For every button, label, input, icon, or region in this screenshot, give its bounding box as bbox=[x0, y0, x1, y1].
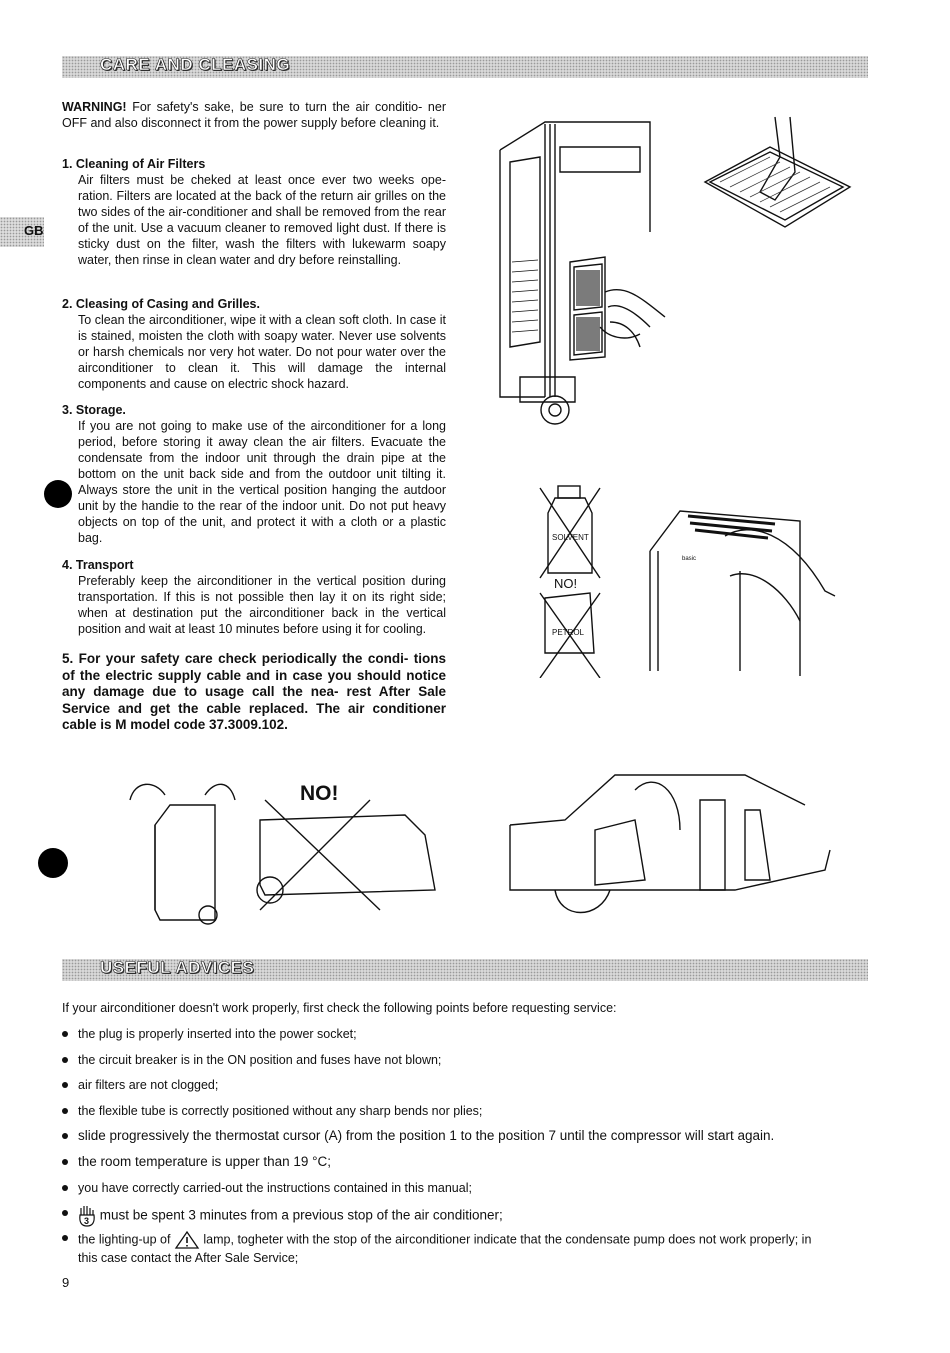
section-body: To clean the airconditioner, wipe it with a clean soft cloth. In case it is stained, moisten the cloth with soapy water. Never use solvents or harsh chemicals nor very hot water. Do not pour water over the airconditioner to clean it. This will damage the internal components and cause on electric shock hazard. bbox=[78, 313, 446, 391]
useful-heading: USEFUL ADVICES bbox=[100, 958, 255, 977]
margin-dot bbox=[38, 848, 68, 878]
bullet-icon bbox=[62, 1210, 68, 1216]
solvent-label: SOLVENT bbox=[552, 533, 589, 542]
warning-paragraph bbox=[62, 99, 446, 131]
lamp-text-a: the lighting-up of bbox=[78, 1232, 171, 1247]
brand-label: basic bbox=[682, 556, 697, 562]
care-heading-banner bbox=[62, 56, 868, 78]
bullet-icon bbox=[62, 1133, 68, 1139]
transport-position-illustration bbox=[115, 770, 445, 930]
timer-text: must be spent 3 minutes from a previous stop of the air conditioner; bbox=[99, 1207, 503, 1223]
useful-intro: If your airconditioner doesn't work properly, first check the following points before requesting service: bbox=[62, 1001, 617, 1015]
section-transport bbox=[62, 557, 446, 637]
no-solvent-illustration bbox=[530, 478, 610, 678]
section-title: 2. Cleasing of Casing and Grilles. bbox=[62, 297, 260, 311]
page-number: 9 bbox=[62, 1275, 70, 1290]
car-transport-illustration bbox=[505, 770, 845, 930]
care-heading: CARE AND CLEASING bbox=[100, 55, 291, 74]
vacuum-filter-illustration bbox=[700, 112, 860, 237]
list-item: the flexible tube is correctly positioned without any sharp bends nor plies; bbox=[62, 1103, 832, 1119]
section-title: 1. Cleaning of Air Filters bbox=[62, 157, 206, 171]
section-cable-check: 5. For your safety care check periodically the condi- tions of the electric supply cable and in case you should notice any damage due to usage call the nea- rest After Sale Service and get the cable replaced. The air conditioner cable is M model code 37.3009.102. bbox=[62, 651, 446, 732]
warning-lamp-icon bbox=[174, 1230, 200, 1250]
section-title: 4. Transport bbox=[62, 558, 134, 572]
section-title: 3. Storage. bbox=[62, 403, 126, 417]
bullet-icon bbox=[62, 1082, 68, 1088]
timer-number: 3 bbox=[84, 1216, 90, 1226]
language-tab bbox=[0, 217, 44, 247]
list-item-lamp bbox=[62, 1230, 832, 1266]
section-filters bbox=[62, 156, 446, 268]
list-item-timer bbox=[62, 1205, 832, 1227]
section-storage bbox=[62, 402, 446, 546]
section-body: Air filters must be cheked at least once ever two weeks ope- ration. Filters are located at the back of the return air grilles on the two sides of the air-conditioner and shall be removed from the rear of the unit. Use a vacuum cleaner to removed light dust. If there is sticky dust on the filter, wash the filters with lukewarm soapy water, then rinse in clean water and dry before reinstalling. bbox=[78, 173, 446, 267]
lamp-text-b: lamp, togheter with the stop of the airconditioner indicate that the condensate pump does not work properly; in this case contact the After Sale Service; bbox=[78, 1232, 812, 1265]
bullet-icon bbox=[62, 1235, 68, 1241]
bullet-icon bbox=[62, 1185, 68, 1191]
no-label: NO! bbox=[554, 576, 578, 591]
list-item: slide progressively the thermostat cursor (A) from the position 1 to the position 7 until the compressor will start again. bbox=[62, 1128, 832, 1144]
bullet-icon bbox=[62, 1108, 68, 1114]
bullet-icon bbox=[62, 1057, 68, 1063]
warning-label: WARNING! bbox=[62, 100, 127, 114]
hand-timer-icon bbox=[78, 1205, 96, 1227]
filter-removal-illustration bbox=[490, 112, 690, 434]
list-item: the room temperature is upper than 19 °C; bbox=[62, 1154, 832, 1170]
no-label: NO! bbox=[300, 782, 339, 805]
section-body: Preferably keep the airconditioner in the vertical position during transportation. If this is not possible then lay it on its right side; when at destination put the airconditioner back in the vertical position and wait at least 10 minutes before using it for cooling. bbox=[78, 574, 446, 636]
list-item: air filters are not clogged; bbox=[62, 1077, 832, 1093]
section-body: If you are not going to make use of the airconditioner for a long period, before storing it away clean the air filters. Evacuate the condensate from the indoor unit through the drain pipe at the bottom on the unit back side and from the outdoor unit tilting it. Always store the unit in the vertical position hanging the autdoor unit by the handie to the rear of the indoor unit. Do not put heavy objects on top of the unit, and protect it with a cloth or a plastic bag. bbox=[78, 419, 446, 545]
language-tab-label: GB bbox=[24, 223, 44, 238]
margin-dot bbox=[44, 480, 72, 508]
bullet-icon bbox=[62, 1159, 68, 1165]
bullet-icon bbox=[62, 1031, 68, 1037]
warning-text: For safety's sake, be sure to turn the air conditio- ner OFF and also disconnect it from the power supply before cleaning it. bbox=[62, 100, 446, 130]
useful-heading-banner bbox=[62, 959, 868, 981]
list-item: you have correctly carried-out the instructions contained in this manual; bbox=[62, 1180, 832, 1196]
section-casing bbox=[62, 296, 446, 392]
petrol-label: PETROL bbox=[552, 628, 585, 637]
wipe-casing-illustration bbox=[640, 496, 840, 676]
list-item: the plug is properly inserted into the power socket; bbox=[62, 1026, 832, 1042]
list-item: the circuit breaker is in the ON position and fuses have not blown; bbox=[62, 1052, 832, 1068]
